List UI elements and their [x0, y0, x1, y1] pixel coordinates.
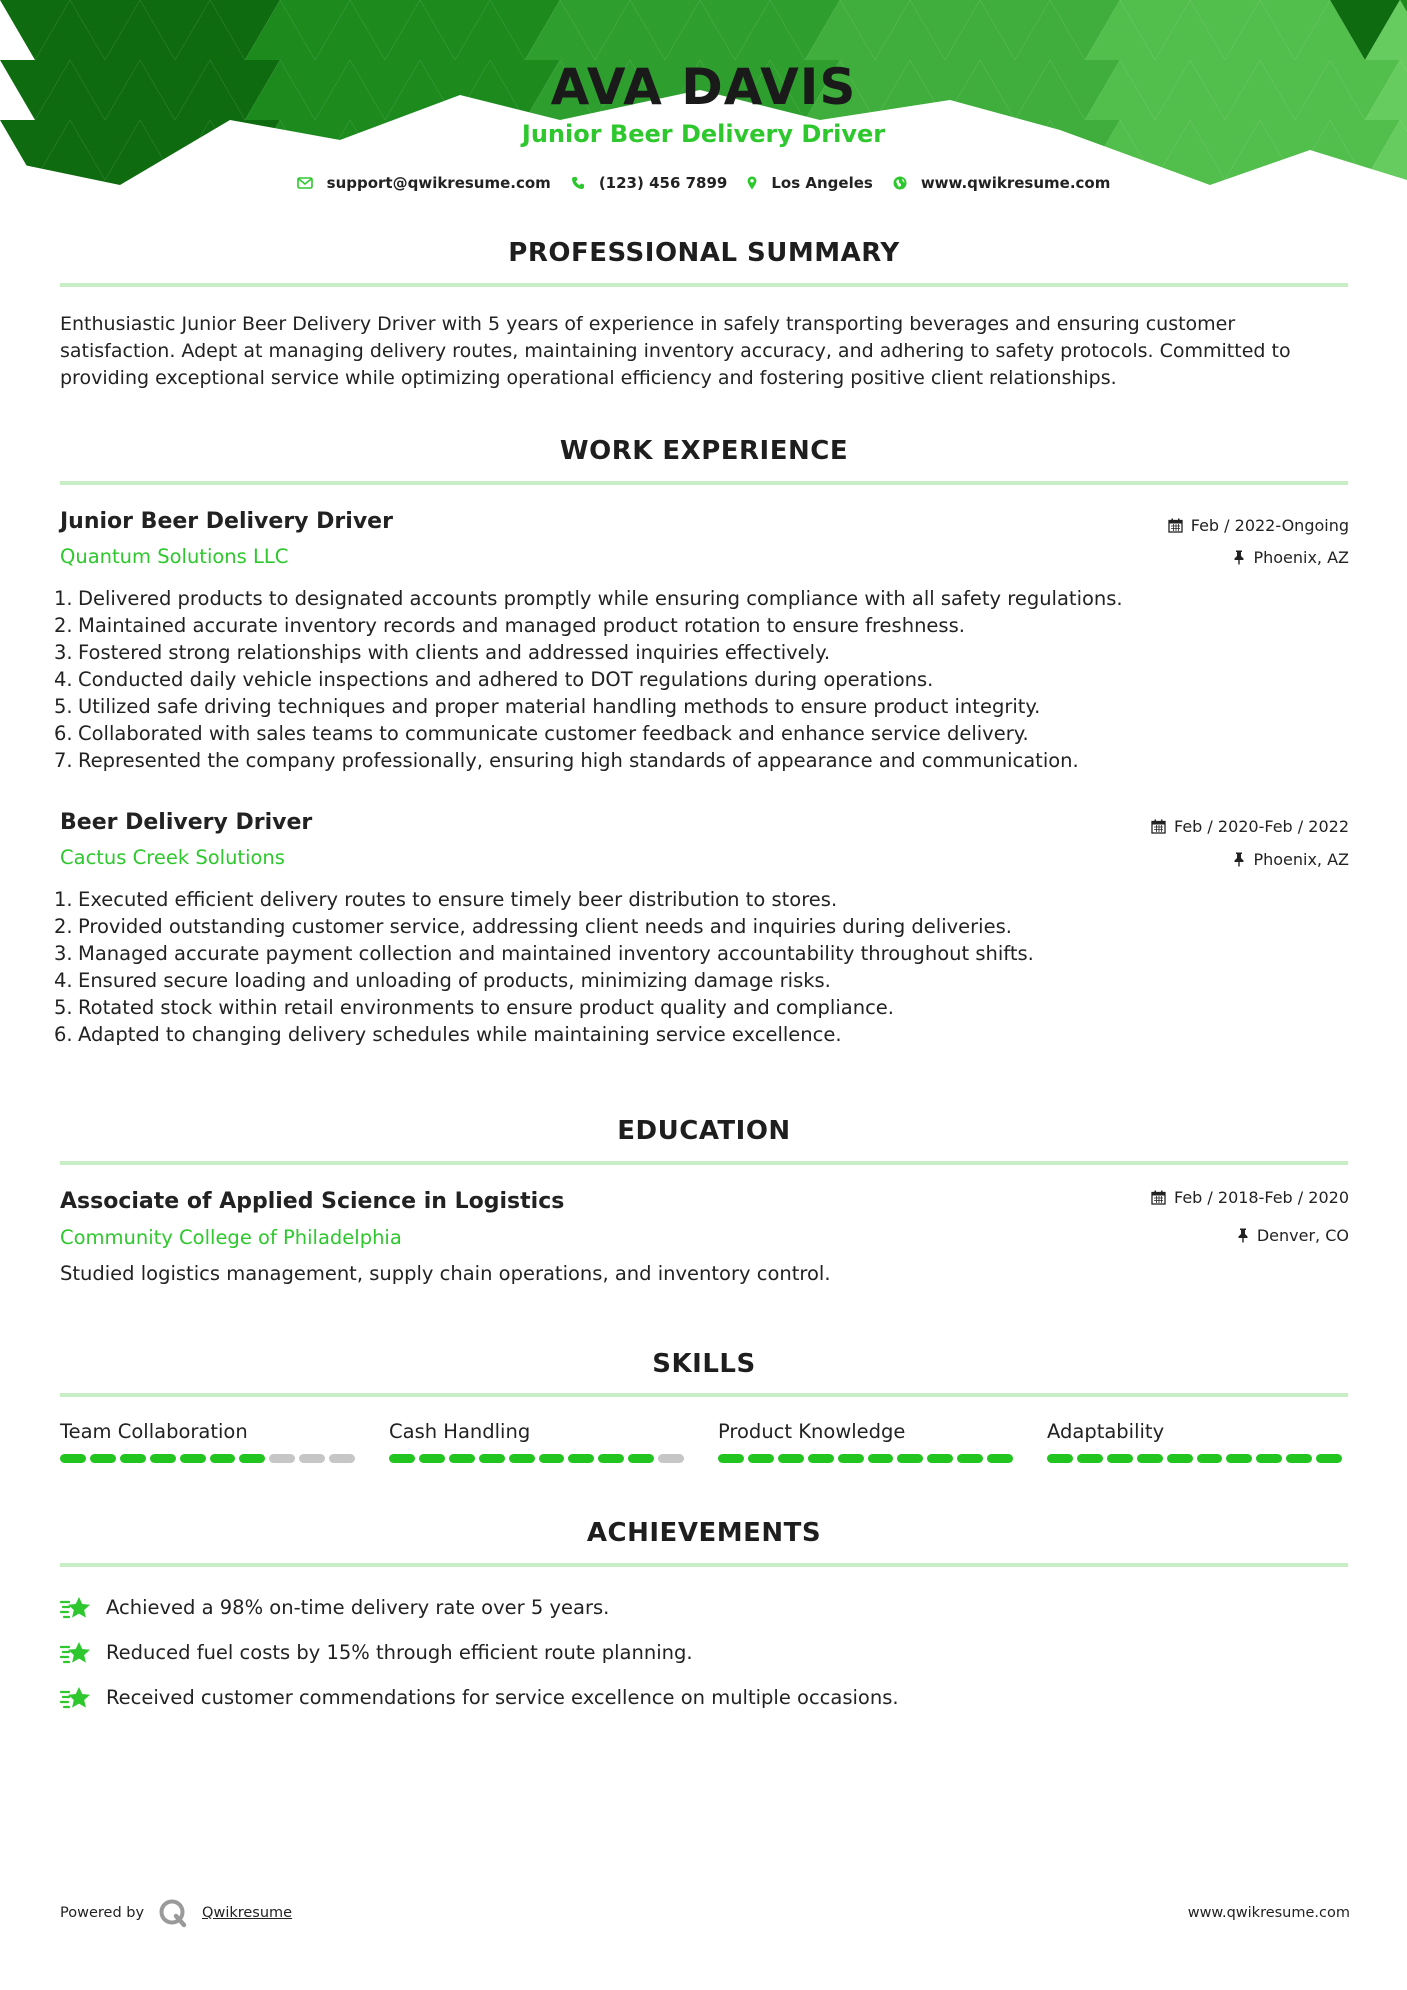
- star-icon: [60, 1595, 92, 1621]
- bullet-number: 1.: [54, 587, 73, 610]
- bullet-number: 6.: [54, 1023, 73, 1046]
- skill-segment: [210, 1454, 236, 1463]
- achievement-item: [60, 1675, 899, 1720]
- degree-title: Associate of Applied Science in Logistics: [60, 1189, 565, 1214]
- skill-item: [389, 1420, 688, 1463]
- section-divider: [60, 481, 1348, 485]
- skill-segment: [1226, 1454, 1252, 1463]
- skills-row: [60, 1420, 1350, 1463]
- list-item: [54, 886, 1344, 913]
- list-item: [54, 585, 1344, 612]
- achievement-text: Reduced fuel costs by 15% through efficient route planning.: [106, 1641, 693, 1664]
- bullet-text: Represented the company professionally, ensuring high standards of appearance and communication.: [78, 749, 1079, 772]
- bullet-text: Managed accurate payment collection and maintained inventory accountability throughout shifts.: [78, 942, 1034, 965]
- skill-segment: [90, 1454, 116, 1463]
- skill-level-bar: [60, 1454, 359, 1463]
- achievement-item: [60, 1585, 899, 1630]
- qwikresume-link[interactable]: Qwikresume: [202, 1905, 293, 1921]
- skill-level-bar: [389, 1454, 688, 1463]
- bullet-text: Collaborated with sales teams to communicate customer feedback and enhance service delivery.: [78, 722, 1029, 745]
- achievement-text: Received customer commendations for service excellence on multiple occasions.: [106, 1686, 899, 1709]
- footer-brand: [60, 1898, 292, 1928]
- bullet-number: 4.: [54, 969, 73, 992]
- bullet-text: Conducted daily vehicle inspections and adhered to DOT regulations during operations.: [78, 668, 934, 691]
- list-item: [54, 1021, 1344, 1048]
- skill-segment: [150, 1454, 176, 1463]
- phone-text: (123) 456 7899: [598, 174, 728, 192]
- job-bullets: [54, 886, 1344, 1048]
- skill-segment: [1047, 1454, 1073, 1463]
- bullet-number: 4.: [54, 668, 73, 691]
- qwikresume-logo: [158, 1898, 188, 1928]
- calendar-icon: [1151, 819, 1166, 834]
- list-item: [54, 639, 1344, 666]
- skill-segment: [1316, 1454, 1342, 1463]
- summary-text: Enthusiastic Junior Beer Delivery Driver with 5 years of experience in safely transporting beverages and ensuring customer satisfaction. Adept at managing delivery routes, maintaining inventory accuracy, and adhering to safety protocols. Committed to providing exceptional service while optimizing operational efficiency and fostering positive client relationships.: [60, 313, 1291, 389]
- education-dates: [1151, 1188, 1349, 1207]
- skill-segment: [778, 1454, 804, 1463]
- calendar-icon: [1168, 518, 1183, 533]
- list-item: [54, 720, 1344, 747]
- skill-segment: [299, 1454, 325, 1463]
- envelope-icon: [297, 177, 313, 189]
- list-item: [54, 612, 1344, 639]
- location-text: Los Angeles: [771, 174, 873, 192]
- section-divider: [60, 283, 1348, 287]
- job-location: [1233, 850, 1349, 869]
- bullet-number: 3.: [54, 942, 73, 965]
- skill-segment: [838, 1454, 864, 1463]
- job-location-text: Phoenix, AZ: [1253, 548, 1349, 567]
- skill-segment: [479, 1454, 505, 1463]
- candidate-name: AVA DAVIS: [550, 58, 857, 116]
- skill-segment: [927, 1454, 953, 1463]
- pushpin-icon: [1233, 550, 1245, 565]
- bullet-number: 5.: [54, 695, 73, 718]
- skill-name: Cash Handling: [389, 1420, 531, 1443]
- skill-level-bar: [1047, 1454, 1346, 1463]
- skill-segment: [1167, 1454, 1193, 1463]
- skill-segment: [329, 1454, 355, 1463]
- company-name: Quantum Solutions LLC: [60, 545, 289, 568]
- achievement-text: Achieved a 98% on-time delivery rate over 5 years.: [106, 1596, 610, 1619]
- job-title: Beer Delivery Driver: [60, 810, 313, 835]
- contact-phone[interactable]: [571, 174, 728, 192]
- bullet-number: 2.: [54, 614, 73, 637]
- list-item: [54, 747, 1344, 774]
- skill-segment: [718, 1454, 744, 1463]
- bullet-text: Provided outstanding customer service, addressing client needs and inquiries during deliveries.: [78, 915, 1012, 938]
- skill-segment: [957, 1454, 983, 1463]
- experience-heading: WORK EXPERIENCE: [559, 436, 849, 466]
- education-description: Studied logistics management, supply chain operations, and inventory control.: [60, 1262, 831, 1285]
- bullet-number: 6.: [54, 722, 73, 745]
- bullet-text: Adapted to changing delivery schedules while maintaining service excellence.: [78, 1023, 842, 1046]
- education-dates-text: Feb / 2018-Feb / 2020: [1174, 1188, 1349, 1207]
- education-location: [1237, 1226, 1349, 1245]
- skill-segment: [598, 1454, 624, 1463]
- map-pin-icon: [747, 176, 757, 190]
- bullet-number: 5.: [54, 996, 73, 1019]
- bullet-text: Delivered products to designated accounts promptly while ensuring compliance with all safety regulations.: [78, 587, 1123, 610]
- candidate-role: Junior Beer Delivery Driver: [521, 120, 886, 148]
- job-dates-text: Feb / 2020-Feb / 2022: [1174, 817, 1349, 836]
- skill-name: Adaptability: [1047, 1420, 1165, 1443]
- skill-segment: [897, 1454, 923, 1463]
- skill-segment: [269, 1454, 295, 1463]
- skill-segment: [509, 1454, 535, 1463]
- skill-item: [718, 1420, 1017, 1463]
- education-location-text: Denver, CO: [1256, 1226, 1349, 1245]
- list-item: [54, 666, 1344, 693]
- bullet-text: Utilized safe driving techniques and proper material handling methods to ensure product integrity.: [78, 695, 1041, 718]
- skill-segment: [60, 1454, 86, 1463]
- school-name: Community College of Philadelphia: [60, 1226, 402, 1249]
- skill-name: Team Collaboration: [60, 1420, 248, 1443]
- skill-segment: [748, 1454, 774, 1463]
- bullet-text: Executed efficient delivery routes to ensure timely beer distribution to stores.: [78, 888, 838, 911]
- skill-segment: [1107, 1454, 1133, 1463]
- skill-segment: [1286, 1454, 1312, 1463]
- skill-segment: [449, 1454, 475, 1463]
- list-item: [54, 940, 1344, 967]
- skill-segment: [539, 1454, 565, 1463]
- bullet-number: 3.: [54, 641, 73, 664]
- achievements-list: [60, 1585, 899, 1720]
- star-icon: [60, 1640, 92, 1666]
- skill-segment: [808, 1454, 834, 1463]
- job-bullets: [54, 585, 1344, 774]
- email-text: support@qwikresume.com: [326, 174, 551, 192]
- bullet-text: Maintained accurate inventory records and managed product rotation to ensure freshness.: [78, 614, 965, 637]
- skill-segment: [389, 1454, 415, 1463]
- summary-heading: PROFESSIONAL SUMMARY: [508, 238, 900, 268]
- bullet-number: 7.: [54, 749, 73, 772]
- skill-segment: [120, 1454, 146, 1463]
- job-location: [1233, 548, 1349, 567]
- job-dates: [1168, 516, 1349, 535]
- footer-website[interactable]: www.qwikresume.com: [1187, 1905, 1350, 1921]
- calendar-icon: [1151, 1190, 1166, 1205]
- skill-name: Product Knowledge: [718, 1420, 906, 1443]
- job-title: Junior Beer Delivery Driver: [60, 509, 393, 534]
- contact-row: [0, 174, 1407, 192]
- contact-website[interactable]: [893, 174, 1111, 192]
- website-text: www.qwikresume.com: [920, 174, 1111, 192]
- bullet-text: Fostered strong relationships with clients and addressed inquiries effectively.: [78, 641, 831, 664]
- skill-segment: [628, 1454, 654, 1463]
- job-dates: [1151, 817, 1349, 836]
- skills-heading: SKILLS: [652, 1349, 756, 1379]
- skill-level-bar: [718, 1454, 1017, 1463]
- skill-item: [60, 1420, 359, 1463]
- achievement-item: [60, 1630, 899, 1675]
- company-name: Cactus Creek Solutions: [60, 846, 285, 869]
- bullet-number: 2.: [54, 915, 73, 938]
- contact-location: [747, 174, 872, 192]
- bullet-number: 1.: [54, 888, 73, 911]
- footer: [60, 1898, 1350, 1928]
- skill-segment: [1256, 1454, 1282, 1463]
- phone-icon: [571, 176, 585, 190]
- section-divider: [60, 1563, 1348, 1567]
- powered-by-text: Powered by: [60, 1905, 145, 1921]
- contact-email[interactable]: [297, 174, 551, 192]
- job-dates-text: Feb / 2022-Ongoing: [1190, 516, 1349, 535]
- skill-segment: [1077, 1454, 1103, 1463]
- skill-item: [1047, 1420, 1346, 1463]
- bullet-text: Ensured secure loading and unloading of products, minimizing damage risks.: [78, 969, 831, 992]
- education-heading: EDUCATION: [617, 1116, 791, 1146]
- list-item: [54, 693, 1344, 720]
- pushpin-icon: [1233, 852, 1245, 867]
- section-divider: [60, 1393, 1348, 1397]
- skill-segment: [239, 1454, 265, 1463]
- skill-segment: [568, 1454, 594, 1463]
- bullet-text: Rotated stock within retail environments to ensure product quality and compliance.: [78, 996, 894, 1019]
- skill-segment: [868, 1454, 894, 1463]
- skill-segment: [180, 1454, 206, 1463]
- globe-icon: [893, 176, 907, 190]
- skill-segment: [419, 1454, 445, 1463]
- list-item: [54, 994, 1344, 1021]
- skill-segment: [1197, 1454, 1223, 1463]
- skill-segment: [987, 1454, 1013, 1463]
- skill-segment: [658, 1454, 684, 1463]
- section-divider: [60, 1161, 1348, 1165]
- list-item: [54, 967, 1344, 994]
- star-icon: [60, 1685, 92, 1711]
- list-item: [54, 913, 1344, 940]
- pushpin-icon: [1237, 1228, 1249, 1243]
- skill-segment: [1137, 1454, 1163, 1463]
- job-location-text: Phoenix, AZ: [1253, 850, 1349, 869]
- achievements-heading: ACHIEVEMENTS: [586, 1518, 822, 1548]
